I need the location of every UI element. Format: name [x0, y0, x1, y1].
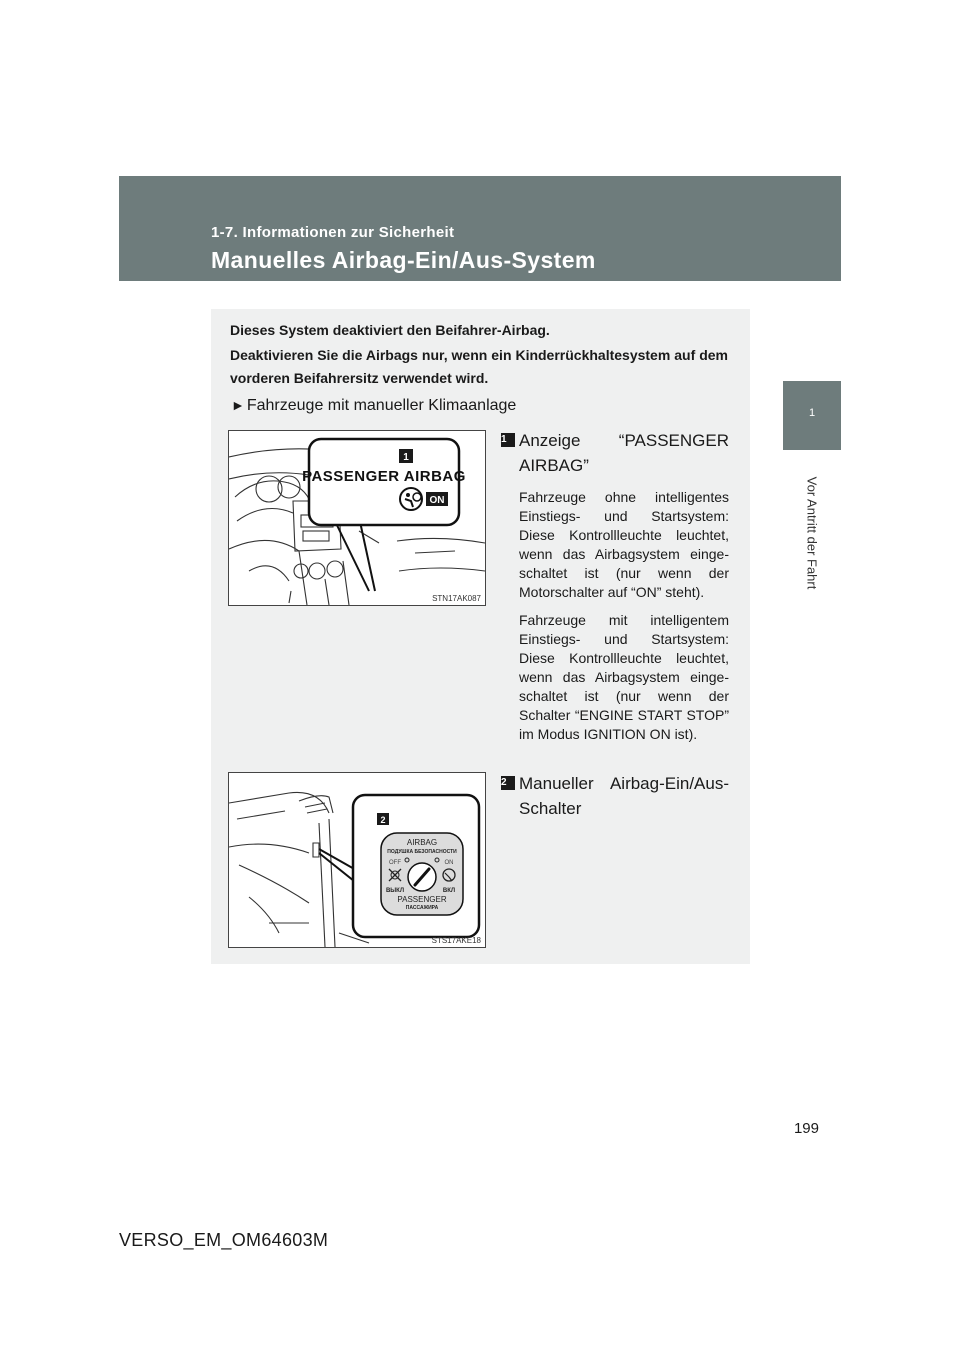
- content-panel: [211, 309, 750, 964]
- chapter-side-label-text: Vor Antritt der Fahrt: [804, 476, 820, 590]
- page-title: Manuelles Airbag-Ein/Aus-System: [211, 247, 596, 273]
- dashboard-illustration: [229, 431, 485, 605]
- switch-label-bottom-ru: ПАССАЖИРА: [405, 905, 439, 911]
- figure-badge-2-label: 2: [380, 815, 386, 825]
- callout-2-title-row: [501, 771, 729, 821]
- switch-label-top-ru: ПОДУШКА БЕЗОПАСНОСТИ: [387, 849, 457, 855]
- callout-1-badge: 1: [501, 433, 515, 447]
- figure-dashboard-indicator: [228, 430, 486, 606]
- switch-illustration: [229, 773, 485, 947]
- callout-1-title-row: [501, 428, 729, 478]
- figure-airbag-switch: [228, 772, 486, 948]
- figure-code-1: STN17AK087: [432, 594, 481, 603]
- callout-1-paragraph-2: Fahrzeuge mit intelligentem Einstiegs- und Startsystem: Diese Kontrollleuchte leuchtet, wenn das Airbagsystem einge-schaltet ist (nur wenn der Schalter “ENGINE START STOP” im Modus IGNITION ON ist).: [519, 612, 729, 742]
- callout-1-paragraph-1: Fahrzeuge ohne intelligentes Einstiegs- und Startsystem: Diese Kontrollleuchte leuchtet, wenn das Airbagsystem einge-schaltet ist (nur wenn der Motorschalter auf “ON” steht).: [519, 489, 729, 600]
- figure-badge-1-label: 1: [403, 452, 409, 463]
- intro-line-2: Deaktivieren Sie die Airbags nur, wenn ein Kinderrückhaltesystem auf dem vorderen Beifahrersitz verwendet wird.: [230, 347, 728, 386]
- callout-2: [501, 771, 729, 821]
- switch-off-label: OFF: [389, 860, 401, 866]
- switch-off-label-ru: ВЫКЛ: [385, 888, 405, 894]
- chapter-tab: [783, 381, 841, 450]
- callout-1: [501, 428, 729, 753]
- callout-1-title: Anzeige “PASSENGER AIRBAG”: [519, 431, 729, 475]
- chapter-header: [119, 176, 841, 281]
- page-number: 199: [793, 1120, 819, 1137]
- airbag-off-icon: [389, 869, 401, 881]
- on-badge-label: ON: [429, 495, 445, 506]
- indicator-text: PASSENGER AIRBAG: [302, 468, 466, 485]
- chapter-side-label: [783, 455, 841, 615]
- intro-text: [230, 319, 728, 390]
- document-code: VERSO_EM_OM64603M: [119, 1230, 329, 1250]
- intro-line-1: Dieses System deaktiviert den Beifahrer-Airbag.: [230, 322, 550, 338]
- callout-1-body: [501, 488, 729, 744]
- vehicle-type-heading: [231, 397, 516, 415]
- callout-2-badge: 2: [501, 776, 515, 790]
- switch-label-top: AIRBAG: [406, 838, 438, 847]
- switch-on-label: ON: [444, 860, 454, 866]
- figure-code-2: STS17AKE18: [431, 936, 481, 945]
- switch-label-bottom: PASSENGER: [397, 895, 447, 904]
- switch-on-label-ru: ВКЛ: [442, 888, 456, 894]
- vehicle-type-label: Fahrzeuge mit manueller Klimaanlage: [246, 397, 517, 414]
- section-label: 1-7. Informationen zur Sicherheit: [211, 224, 455, 241]
- chapter-tab-number: 1: [808, 407, 816, 419]
- arrow-right-icon: ►: [231, 397, 245, 413]
- airbag-on-icon: [400, 488, 422, 510]
- callout-2-title: Manueller Airbag-Ein/Aus-Schalter: [519, 774, 729, 818]
